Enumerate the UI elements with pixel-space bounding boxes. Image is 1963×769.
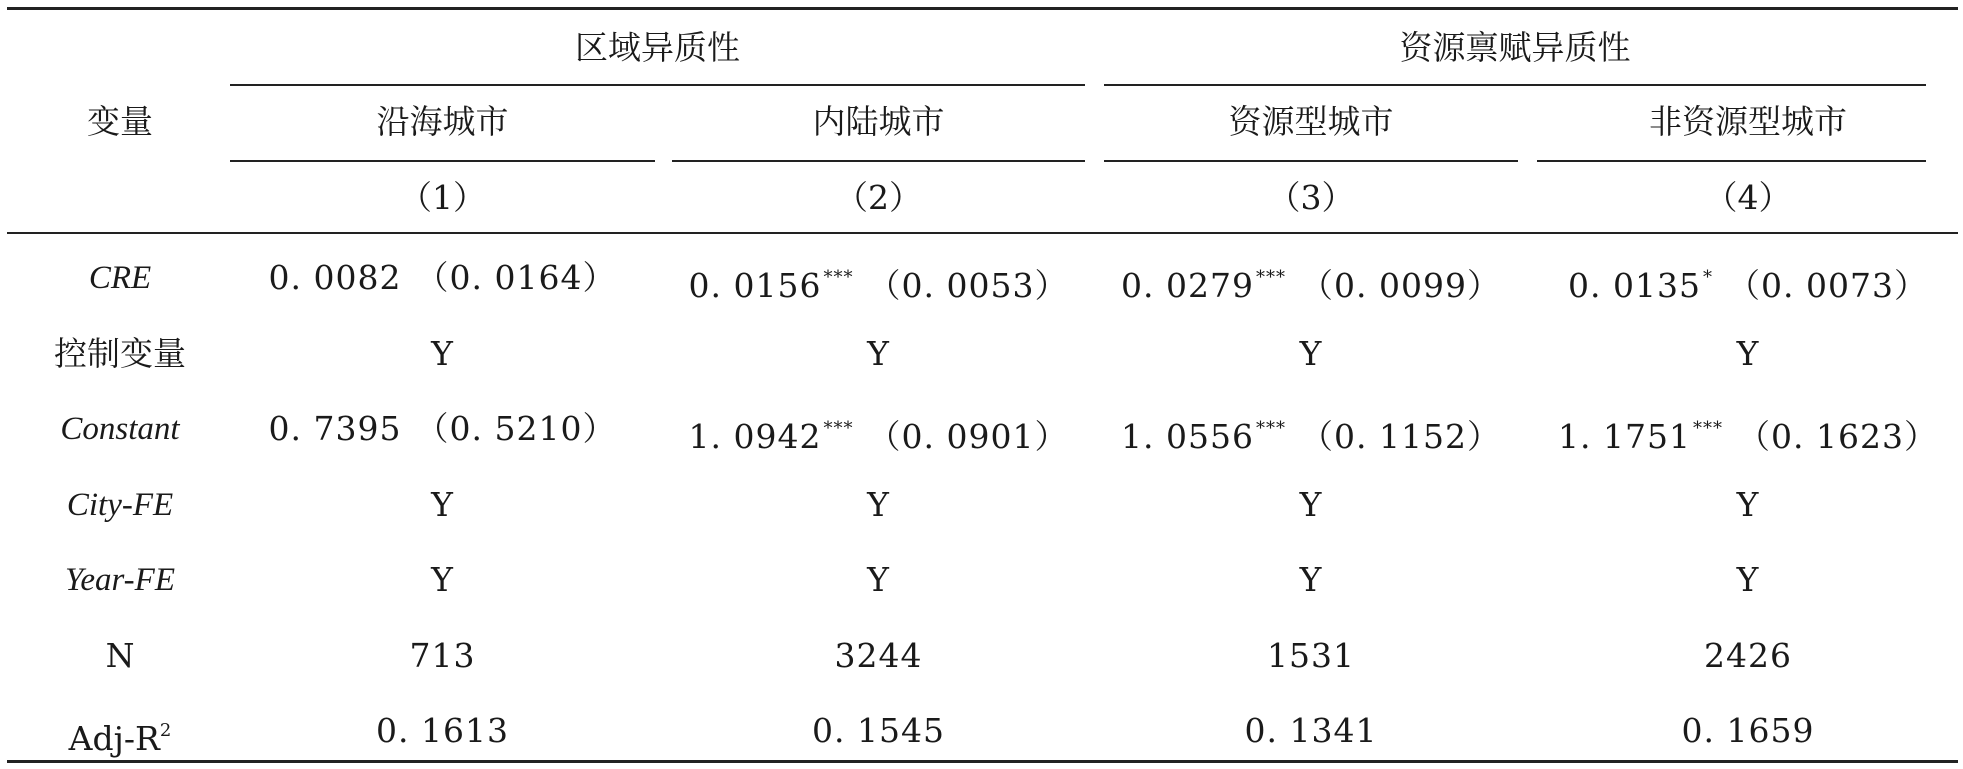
top-rule (7, 7, 1958, 10)
row-label (40, 701, 200, 761)
table-cell (672, 248, 1085, 308)
row-label-text: Year-FE (65, 562, 175, 598)
cell-value: 0. 0279 (1121, 266, 1254, 305)
header-variable: 变量 (87, 102, 153, 141)
row-label-text: Adj-R (68, 719, 160, 758)
standard-error: （0. 1152） (1300, 417, 1501, 456)
table-cell (230, 248, 655, 308)
row-label-text: N (105, 636, 135, 675)
table-cell (672, 475, 1085, 535)
table-cell (1537, 701, 1959, 761)
table-cell (230, 550, 655, 610)
significance-stars: * (1703, 267, 1713, 288)
subgroup-rule-1 (230, 160, 655, 162)
header-number-3: （3） (1267, 178, 1355, 217)
table-cell (1537, 324, 1959, 384)
header-number-2: （2） (835, 178, 922, 217)
standard-error: （0. 1623） (1737, 417, 1938, 456)
header-subgroup-coastal: 沿海城市 (376, 102, 509, 141)
table-cell (1104, 399, 1518, 459)
cell-value: Y (867, 485, 890, 524)
cell-value: Y (867, 334, 890, 373)
table-cell (1537, 550, 1959, 610)
header-subgroup-non-resource-based: 非资源型城市 (1649, 102, 1847, 141)
table-cell (230, 399, 655, 459)
table-cell (672, 626, 1085, 686)
significance-stars: *** (823, 418, 854, 439)
row-label-superscript: 2 (159, 720, 172, 741)
cell-value: Y (1736, 485, 1760, 524)
cell-value: 0. 1659 (1681, 711, 1815, 750)
subgroup-rule-3 (1104, 160, 1518, 162)
row-label-text: City-FE (66, 487, 174, 523)
table-cell (230, 701, 655, 761)
cell-value: 713 (409, 636, 476, 675)
cell-value: Y (1299, 560, 1323, 599)
cell-value: 1. 1751 (1558, 417, 1691, 456)
cell-value: Y (431, 485, 454, 524)
cell-value: 2426 (1704, 636, 1792, 675)
table-cell (1104, 248, 1518, 308)
cell-value: 0. 0082 (268, 258, 402, 297)
cell-value: 1531 (1267, 636, 1355, 675)
significance-stars: *** (1693, 418, 1723, 439)
cell-value: 0. 1545 (812, 711, 945, 750)
table-cell (1537, 399, 1959, 459)
table-cell (1104, 324, 1518, 384)
table-cell (230, 475, 655, 535)
row-label-text: 控制变量 (54, 334, 186, 373)
table-cell (672, 399, 1085, 459)
table-cell (672, 701, 1085, 761)
table-cell (1104, 701, 1518, 761)
header-number-4: （4） (1704, 178, 1792, 217)
cell-value: Y (1736, 560, 1760, 599)
cell-value: 3244 (834, 636, 923, 675)
table-cell (672, 324, 1085, 384)
table-cell (1537, 475, 1959, 535)
standard-error: （0. 5210） (415, 409, 617, 448)
standard-error: （0. 0901） (867, 417, 1069, 456)
table-cell (230, 626, 655, 686)
standard-error: （0. 0053） (867, 266, 1069, 305)
cell-value: 1. 0942 (688, 417, 822, 456)
cell-value: 0. 1613 (376, 711, 509, 750)
significance-stars: *** (1256, 418, 1286, 439)
cell-value: Y (1299, 334, 1323, 373)
standard-error: （0. 0099） (1300, 266, 1501, 305)
header-number-1: （1） (399, 178, 486, 217)
row-label (40, 475, 200, 535)
row-label-text: Constant (60, 411, 180, 447)
table-cell (1104, 626, 1518, 686)
row-label (40, 550, 200, 610)
group-rule-resource (1104, 84, 1926, 86)
table-cell (672, 550, 1085, 610)
standard-error: （0. 0164） (415, 258, 617, 297)
cell-value: Y (431, 334, 454, 373)
cell-value: Y (1736, 334, 1760, 373)
cell-value: 0. 1341 (1244, 711, 1378, 750)
significance-stars: *** (823, 267, 854, 288)
significance-stars: *** (1256, 267, 1286, 288)
row-label (40, 324, 200, 384)
table-cell (1104, 475, 1518, 535)
table-cell (230, 324, 655, 384)
group-rule-regional (230, 84, 1085, 86)
table-cell (1537, 248, 1959, 308)
cell-value: 0. 7395 (268, 409, 402, 448)
cell-value: Y (1299, 485, 1323, 524)
subgroup-rule-4 (1537, 160, 1926, 162)
cell-value: 0. 0156 (688, 266, 822, 305)
cell-value: 0. 0135 (1568, 266, 1701, 305)
table-cell (1537, 626, 1959, 686)
header-subgroup-inland: 内陆城市 (812, 102, 945, 141)
header-group-regional: 区域异质性 (575, 28, 740, 67)
row-label (40, 248, 200, 308)
cell-value: Y (431, 560, 454, 599)
table-cell (1104, 550, 1518, 610)
row-label-text: CRE (88, 260, 152, 296)
row-label (40, 626, 200, 686)
header-group-resource: 资源禀赋异质性 (1399, 28, 1631, 67)
cell-value: 1. 0556 (1121, 417, 1254, 456)
subgroup-rule-2 (672, 160, 1085, 162)
row-label (40, 399, 200, 459)
standard-error: （0. 0073） (1727, 266, 1928, 305)
header-subgroup-resource-based: 资源型城市 (1228, 102, 1394, 141)
header-bottom-rule (7, 232, 1958, 234)
cell-value: Y (867, 560, 890, 599)
